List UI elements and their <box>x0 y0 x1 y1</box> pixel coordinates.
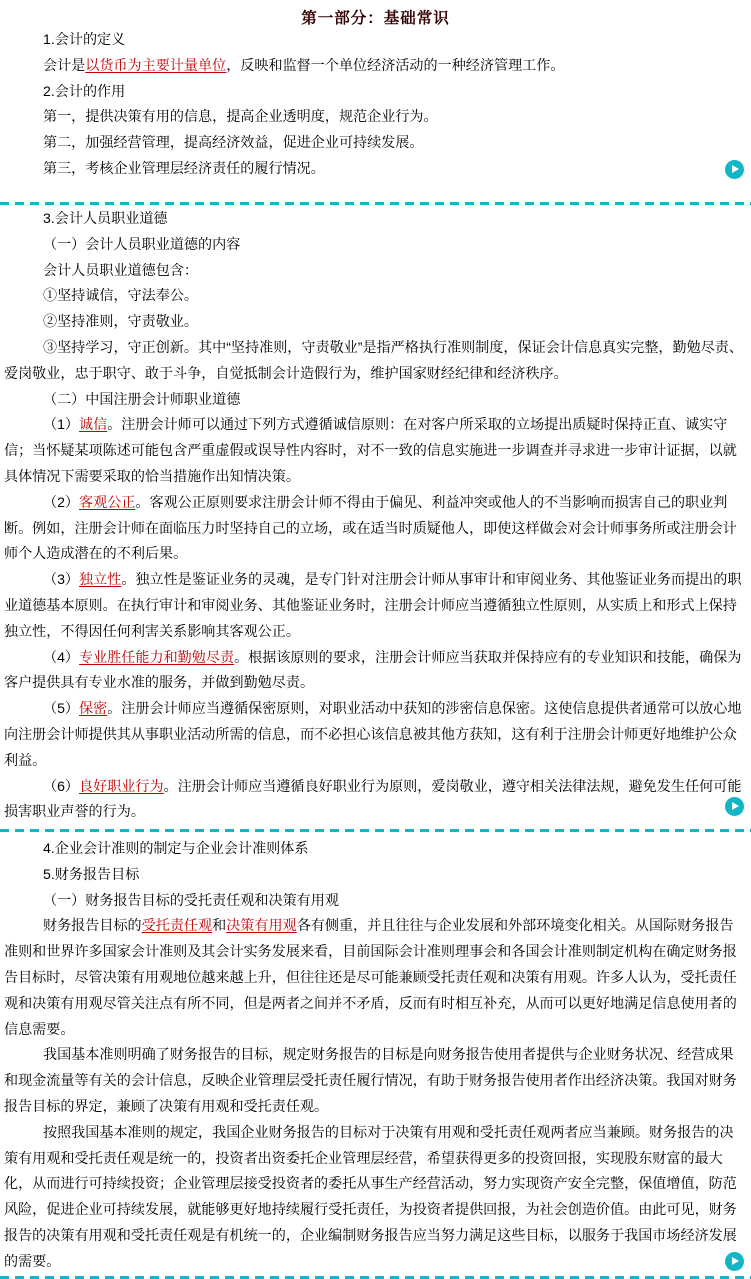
text-run: （6） <box>43 777 80 794</box>
paragraph <box>4 258 747 284</box>
text-run: （1） <box>43 416 80 433</box>
paragraph <box>4 888 747 914</box>
text-run: 。注册会计师应当遵循保密原则，对职业活动中获知的涉密信息保密。这使信息提供者通常可以放心地向注册会计师提供其从事职业活动所需的信息，而不必担心该信息被其他方获知，这有利于注册会计师更好地维护公众利益。 <box>4 700 742 768</box>
text-run: （4） <box>43 648 80 665</box>
text-run: （5） <box>43 700 80 717</box>
text-run: 2.会计的作用 <box>43 82 126 99</box>
text-run: ③坚持学习，守正创新。其中“坚持准则，守责敬业”是指严格执行准则制度，保证会计信息真实完整，勤勉尽责、爱岗敬业，忠于职守、敢于斗争，自觉抵制会计造假行为，维护国家财经纪律和经济秩序。 <box>4 338 743 381</box>
section-divider <box>0 829 751 832</box>
text-run: 第三，考核企业管理层经济责任的履行情况。 <box>43 159 325 176</box>
paragraph <box>4 79 747 105</box>
page-title: 第一部分：基础常识 <box>301 10 450 27</box>
text-run: 。根据该原则的要求，注册会计师应当获取并保持应有的专业知识和技能，确保为客户提供具有专业水准的服务，并做到勤勉尽责。 <box>4 648 742 691</box>
text-run: （2） <box>43 493 80 510</box>
highlighted-term: 独立性 <box>79 571 122 588</box>
highlighted-term: 客观公正 <box>79 493 136 510</box>
paragraph <box>4 696 747 773</box>
text-run: 第二，加强经营管理，提高经济效益，促进企业可持续发展。 <box>43 134 424 151</box>
play-audio-button[interactable] <box>725 1252 744 1271</box>
paragraph <box>4 232 747 258</box>
text-run: 。客观公正原则要求注册会计师不得由于偏见、利益冲突或他人的不当影响而损害自己的职业判断。例如，注册会计师在面临压力时坚持自己的立场，或在适当时质疑他人，即使这样做会对会计师事务所或注册会计师个人造成潜在的不利后果。 <box>4 493 737 562</box>
text-run: 4.企业会计准则的制定与企业会计准则体系 <box>43 840 309 856</box>
paragraph <box>4 387 747 413</box>
highlighted-term: 保密 <box>79 700 108 717</box>
text-run: 按照我国基本准则的规定，我国企业财务报告的目标对于决策有用观和受托责任观两者应当兼顾。财务报告的决策有用观和受托责任观是统一的，投资者出资委托企业管理层经营，希望获得更多的投资回报，实现股东财富的最大化，从而进行可持续投资；企业管理层接受投资者的委托从事生产经营活动，努力实现资产安全完整，保值增值，防范风险，促进企业可持续发展，就能够更好地持续履行受托责任，为投资者提供回报，为社会创造价值。由此可见，财务报告的决策有用观和受托责任观是有机统一的，企业编制财务报告应当努力满足这些目标，以服务于我国市场经济发展的需要。 <box>4 1123 737 1269</box>
text-run: 1.会计的定义 <box>43 31 126 47</box>
paragraph <box>4 53 747 79</box>
text-run: 我国基本准则明确了财务报告的目标，规定财务报告的目标是向财务报告使用者提供与企业财务状况、经营成果和现金流量等有关的会计信息，反映企业管理层受托责任履行情况，有助于财务报告使用者作出经济决策。我国对财务报告目标的界定，兼顾了决策有用观和受托责任观。 <box>4 1046 737 1114</box>
paragraph <box>4 412 747 489</box>
text-run: （3） <box>43 571 80 588</box>
text-run: 。独立性是鉴证业务的灵魂，是专门针对注册会计师从事审计和审阅业务、其他鉴证业务而提出的职业道德基本原则。在执行审计和审阅业务、其他鉴证业务时，注册会计师应当遵循独立性原则，从实质上和形式上保持独立性，不得因任何利害关系影响其客观公正。 <box>4 571 742 639</box>
text-run: ①坚持诚信，守法奉公。 <box>43 287 199 304</box>
paragraph <box>4 1120 747 1274</box>
text-run: （一）财务报告目标的受托责任观和决策有用观 <box>43 891 339 908</box>
paragraph <box>4 309 747 335</box>
section-divider <box>0 202 751 205</box>
text-run: 5.财务报告目标 <box>43 865 140 882</box>
text-run: ，反映和监督一个单位经济活动的一种经济管理工作。 <box>226 56 565 73</box>
text-run: 。注册会计师可以通过下列方式遵循诚信原则：在对客户所采取的立场提出质疑时保持正直、诚实守信；当怀疑某项陈述可能包含严重虚假或误导性内容时，对不一致的信息实施进一步调查并寻求进一步审计证据，以就具体情况下需要采取的恰当措施作出知情决策。 <box>4 416 737 484</box>
highlighted-term: 受托责任观 <box>141 917 213 934</box>
play-icon <box>732 1257 739 1265</box>
paragraph <box>4 27 747 53</box>
paragraph <box>4 862 747 888</box>
paragraph <box>4 335 747 387</box>
section-basic-concepts <box>0 27 751 202</box>
text-run: 各有侧重，并且往往与企业发展和外部环境变化相关。从国际财务报告准则和世界许多国家会计准则及其会计实务发展来看，目前国际会计准则理事会和各国会计准则制定机构在确定财务报告目标时，尽管决策有用观地位越来越上升，但往往还是尽可能兼顾受托责任观和决策有用观。许多人认为，受托责任观和决策有用观尽管关注点有所不同，但是两者之间并不矛盾，反而有时相互补充，从而可以更好地满足信息使用者的信息需要。 <box>4 917 737 1037</box>
text-run: 第一，提供决策有用的信息，提高企业透明度，规范企业行为。 <box>43 108 438 125</box>
play-audio-button[interactable] <box>725 797 744 816</box>
text-run: 财务报告目标的 <box>43 917 142 934</box>
paragraph <box>4 104 747 130</box>
text-run: 。注册会计师应当遵循良好职业行为原则，爱岗敬业，遵守相关法律法规，避免发生任何可能损害职业声誉的行为。 <box>4 777 742 820</box>
paragraph <box>4 283 747 309</box>
highlighted-term: 良好职业行为 <box>79 777 164 794</box>
paragraph <box>4 490 747 567</box>
paragraph <box>4 836 747 862</box>
paragraph <box>4 645 747 697</box>
paragraph <box>4 913 747 1042</box>
paragraph <box>4 567 747 644</box>
text-run: 会计人员职业道德包含： <box>43 261 199 278</box>
paragraph <box>4 156 747 182</box>
text-run: （二）中国注册会计师职业道德 <box>43 390 241 407</box>
play-icon <box>732 802 739 810</box>
paragraph <box>4 1042 747 1119</box>
play-audio-button[interactable] <box>725 160 744 179</box>
text-run: 和 <box>212 917 227 934</box>
paragraph <box>4 130 747 156</box>
highlighted-term: 以货币为主要计量单位 <box>85 56 227 73</box>
highlighted-term: 专业胜任能力和勤勉尽责 <box>79 648 235 665</box>
highlighted-term: 决策有用观 <box>226 917 297 934</box>
text-run: ②坚持准则，守责敬业。 <box>43 313 199 330</box>
paragraph <box>4 206 747 232</box>
section-financial-report-objectives <box>0 836 751 1274</box>
paragraph <box>4 774 747 826</box>
section-professional-ethics <box>0 206 751 828</box>
text-run: 3.会计人员职业道德 <box>43 210 168 226</box>
highlighted-term: 诚信 <box>79 416 108 433</box>
text-run: （一）会计人员职业道德的内容 <box>43 235 241 252</box>
play-icon <box>732 165 739 173</box>
text-run: 会计是 <box>43 56 86 73</box>
